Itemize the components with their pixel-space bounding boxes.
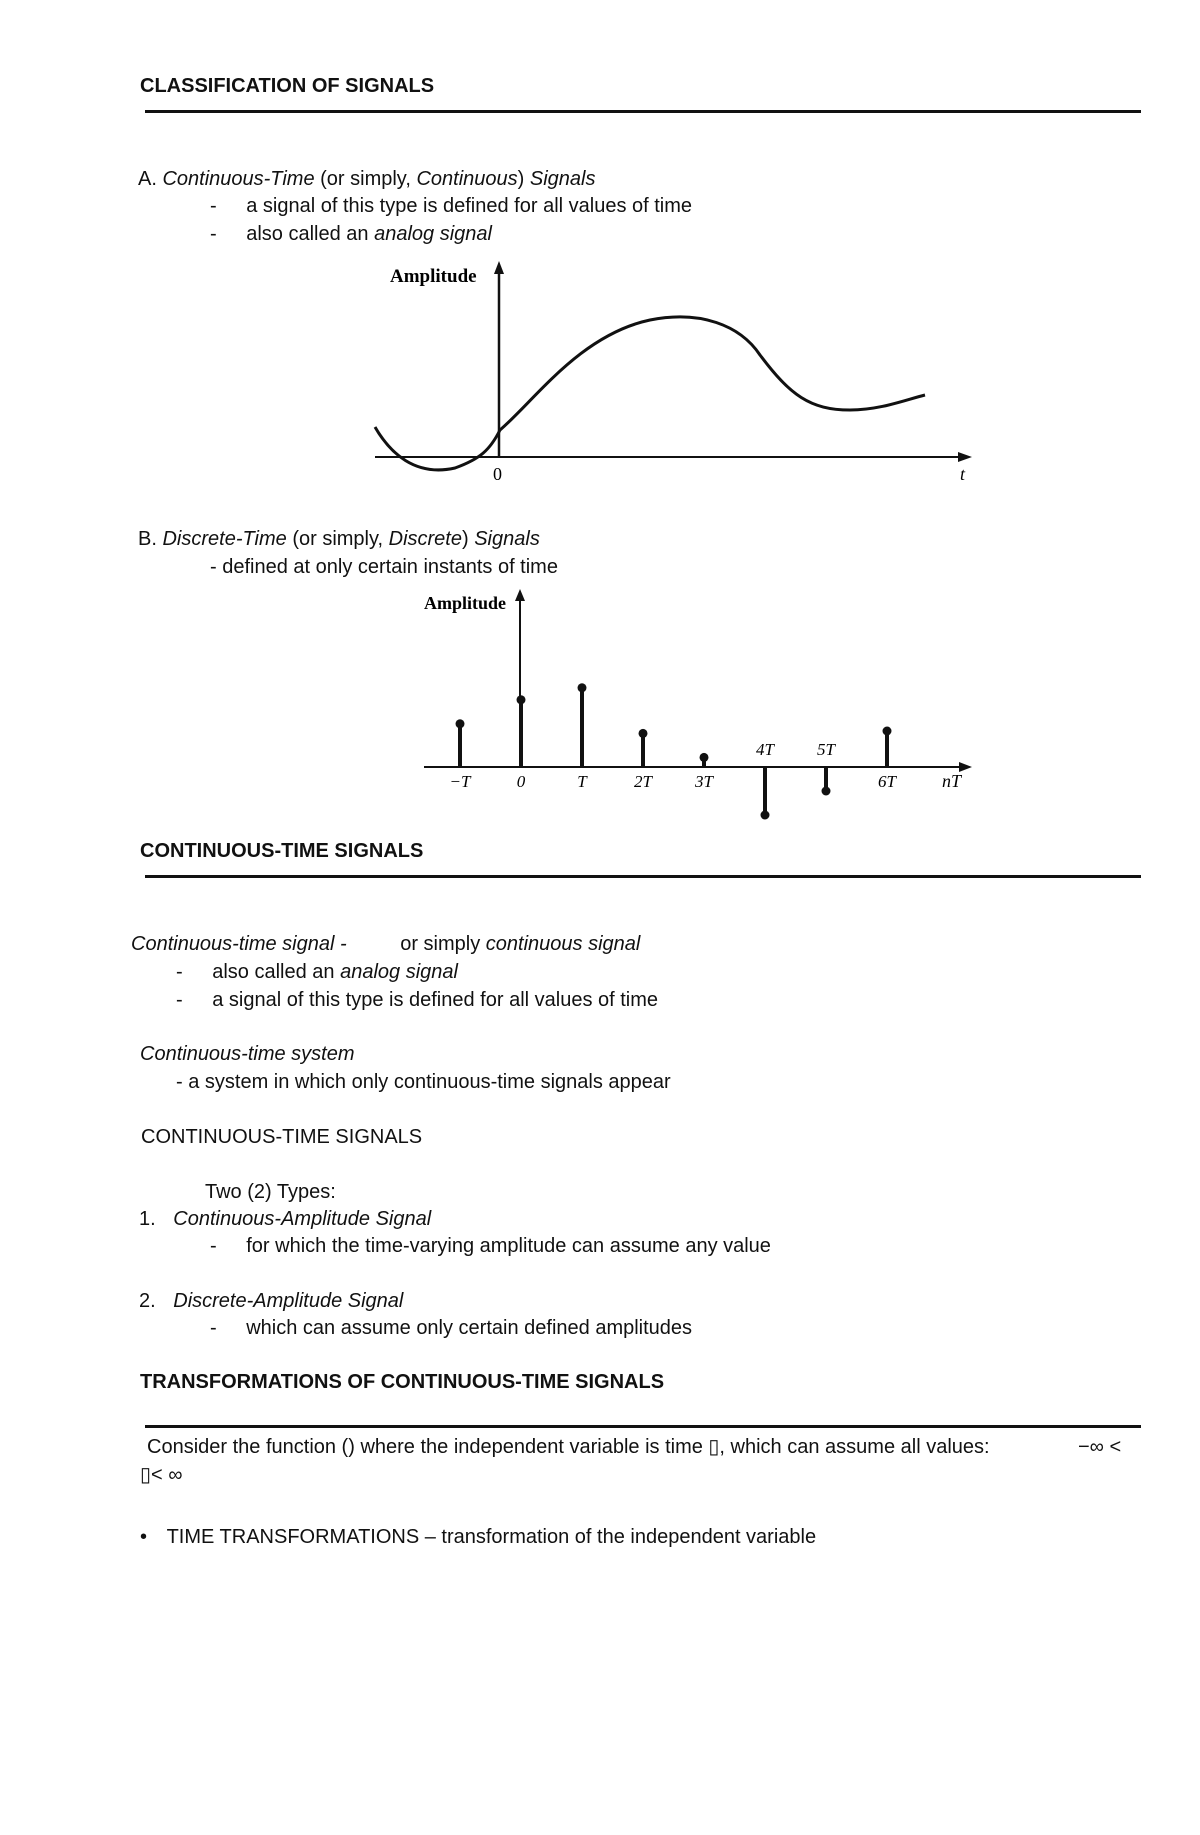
ctsig-bullet1	[176, 960, 458, 984]
continuous-signal-figure	[360, 255, 980, 490]
transform-ineq: −∞ <	[1078, 1436, 1122, 1458]
time-transform-item	[140, 1525, 816, 1549]
stem-point-2	[578, 683, 587, 692]
section-b-term1: Discrete-Time	[162, 528, 287, 550]
dash: -	[210, 1235, 217, 1257]
heading3-rule	[145, 1425, 1141, 1428]
tick-label-1: 0	[516, 772, 526, 791]
fig1-curve	[375, 317, 925, 470]
ctsig-bullet2	[176, 988, 658, 1012]
stem-point-1	[517, 695, 526, 704]
type1-number: 1.	[139, 1208, 156, 1230]
stem-point-0	[456, 719, 465, 728]
dash: -	[176, 989, 183, 1011]
section-a-b1: a signal of this type is defined for all values of time	[246, 195, 693, 217]
transform-line2: ▯< ∞	[140, 1464, 183, 1486]
type2-number: 2.	[139, 1290, 156, 1312]
fig1-origin: 0	[493, 464, 502, 484]
tick-label-0: −T	[449, 772, 471, 791]
section-a-term2: Continuous	[416, 168, 518, 190]
fig2-ylabel: Amplitude	[424, 593, 507, 613]
section-a-term3: Signals	[529, 168, 596, 190]
section-b-mid: (or simply,	[292, 528, 384, 550]
section-a-bullet1	[210, 194, 692, 218]
ctsig-em2: continuous signal	[485, 933, 641, 955]
ctsig-b1-pre: also called an	[212, 961, 335, 983]
stem-point-5	[761, 811, 770, 820]
heading-rule	[145, 110, 1141, 113]
tick-label-4: 3T	[695, 772, 713, 791]
ctsig-b1-em: analog signal	[340, 961, 458, 983]
type1-desc-text: for which the time-varying amplitude can assume any value	[246, 1235, 771, 1257]
section-b-term3: Signals	[474, 528, 540, 550]
section-a-b2-em: analog signal	[374, 223, 492, 245]
section-a-end: )	[517, 168, 525, 190]
ctsig-em1: Continuous-time signal -	[131, 933, 347, 955]
heading-transformations: TRANSFORMATIONS OF CONTINUOUS-TIME SIGNALS	[140, 1371, 665, 1393]
type2-desc-text: which can assume only certain defined amplitudes	[246, 1317, 693, 1339]
tick-label-2: T	[577, 772, 587, 791]
section-a-term1: Continuous-Time	[162, 168, 315, 190]
type1-desc	[210, 1234, 771, 1258]
section-a-bullet2	[210, 222, 492, 246]
fig1-xlabel: t	[960, 464, 966, 484]
ctsig-b2: a signal of this type is defined for all values of time	[212, 989, 659, 1011]
ctsys-bullet: - a system in which only continuous-time signals appear	[176, 1071, 671, 1093]
ctsig-pre2: or simply	[400, 933, 481, 955]
type1-term: Continuous-Amplitude Signal	[173, 1208, 432, 1230]
tick-label-5: 4T	[756, 740, 774, 759]
fig1-ylabel: Amplitude	[390, 266, 477, 287]
section-b-end: )	[461, 528, 469, 550]
dash: -	[210, 195, 217, 217]
ctsys-term: Continuous-time system	[140, 1043, 355, 1065]
section-b-prefix: B.	[138, 528, 157, 550]
tick-label-6: 5T	[817, 740, 835, 759]
dash: -	[176, 961, 183, 983]
section-a-b2-pre: also called an	[246, 223, 369, 245]
time-transform-text: TIME TRANSFORMATIONS – transformation of the independent variable	[166, 1526, 817, 1548]
type2	[139, 1289, 403, 1313]
section-b-title	[138, 527, 540, 551]
dash: -	[210, 223, 217, 245]
stem-point-7	[883, 727, 892, 736]
ctsig2-types: Two (2) Types:	[205, 1181, 336, 1203]
type2-desc	[210, 1316, 692, 1340]
stem-point-3	[639, 729, 648, 738]
fig2-y-arrow	[515, 589, 525, 601]
section-b-bullet1: - defined at only certain instants of time	[210, 556, 558, 578]
dash: -	[210, 1317, 217, 1339]
bullet-icon: •	[140, 1526, 148, 1548]
type1	[139, 1207, 431, 1231]
ctsig2-title: CONTINUOUS-TIME SIGNALS	[141, 1126, 423, 1148]
section-a-prefix: A.	[138, 168, 157, 190]
fig1-y-arrow	[494, 261, 504, 274]
tick-label-3: 2T	[634, 772, 652, 791]
stem-point-6	[822, 787, 831, 796]
section-a-mid: (or simply,	[320, 168, 411, 190]
discrete-signal-figure	[420, 585, 980, 830]
transform-line1: Consider the function () where the independent variable is time ▯, which can assume all values:	[147, 1436, 990, 1458]
heading-classification: CLASSIFICATION OF SIGNALS	[140, 75, 435, 97]
fig1-x-arrow	[958, 452, 972, 462]
ctsig-definition	[131, 932, 640, 956]
section-b-term2: Discrete	[388, 528, 462, 550]
section-a-title	[138, 167, 595, 191]
type2-term: Discrete-Amplitude Signal	[173, 1290, 404, 1312]
heading2-rule	[145, 875, 1141, 878]
stem-point-4	[700, 753, 709, 762]
fig2-xlabel: nT	[942, 771, 962, 791]
tick-label-7: 6T	[878, 772, 896, 791]
heading-ct-signals: CONTINUOUS-TIME SIGNALS	[140, 840, 424, 862]
